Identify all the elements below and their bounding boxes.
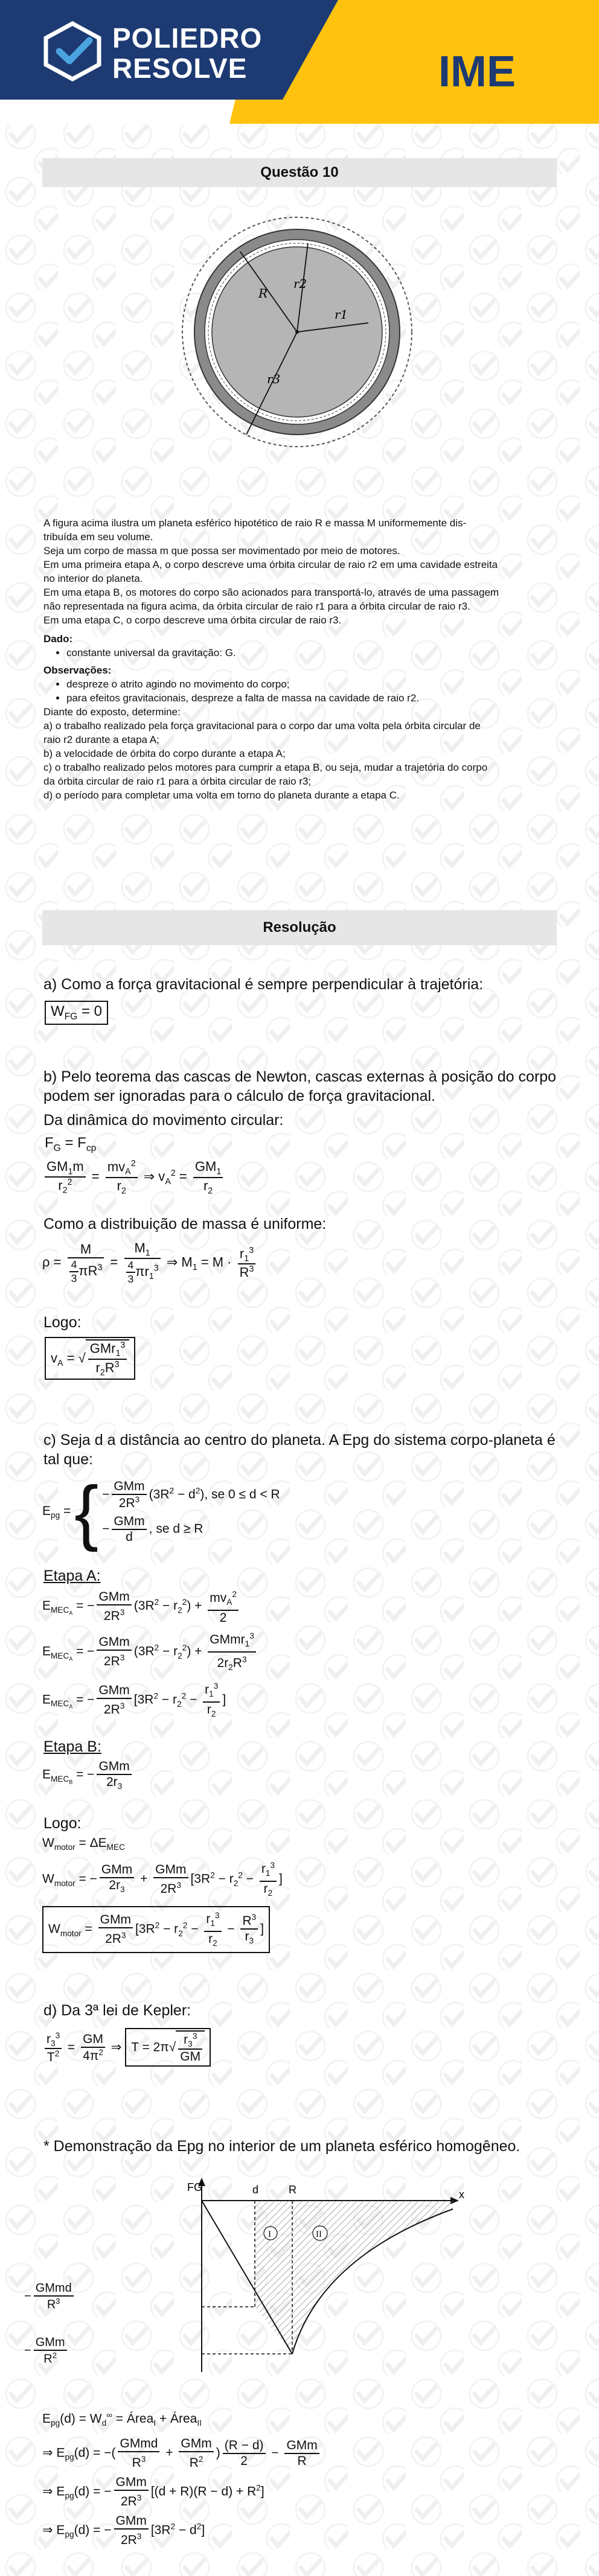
- logo-label-2: Logo:: [43, 1815, 82, 1832]
- statement-line: Seja um corpo de massa m que possa ser movimentado por meio de motores.: [43, 545, 400, 556]
- part-a-text: a) Como a força gravitacional é sempre perpendicular à trajetória:: [43, 976, 484, 993]
- brand-line-2: RESOLVE: [112, 53, 248, 84]
- region-II: II: [316, 2230, 322, 2239]
- item-line: a) o trabalho realizado pela força gravitacional para o corpo dar uma volta pela órbita circular de: [43, 720, 481, 732]
- obs-item: • despreze o atrito agindo no movimento do corpo;: [66, 677, 557, 691]
- question-statement: [43, 516, 557, 802]
- obs-label: Observações:: [43, 665, 112, 676]
- part-b-text-4: Como a distribuição de massa é uniforme:: [43, 1216, 327, 1232]
- label-r2: r2: [293, 276, 307, 291]
- case-2-condition: , se d ≥ R: [149, 1522, 203, 1536]
- label-d: d: [252, 2184, 259, 2196]
- label-r3: r3: [267, 372, 281, 386]
- ask-line: Diante do exposto, determine:: [43, 706, 181, 718]
- etapa-a-label: Etapa A:: [43, 1567, 101, 1584]
- question-title: Questão 10: [42, 158, 557, 187]
- page-header: [0, 0, 599, 124]
- demo-text: * Demonstração da Epg no interior de um planeta esférico homogêneo.: [43, 2138, 521, 2155]
- etapa-b-label: Etapa B:: [43, 1738, 101, 1755]
- axis-label-fg: FG: [187, 2181, 202, 2193]
- dado-item: • constante universal da gravitação: G.: [66, 646, 557, 660]
- eq-demo: $E_{pg}(d) = W_d^\infty$ = Área$_I$ + Área$_{II}$ ⇒ $E_{pg}(d)$ = −( $\frac{\text{GMmd}}{R^3}$ + $\frac{\text{GMm}}{R^2}$ ) $\frac{(R - d)}{2}$ − $\frac{\text{GMm}}{R}$ ⇒ $E_{pg}(d)$ = − $\frac{\text{GMm}}{2R^3}$ $[(d + R)(R - d) + R^2]$ ⇒ $E_{pg}(d)$ = − $\frac{\text{GMm}}{2R^3}$ $[3R^2 - d^2]$: [42, 2408, 322, 2548]
- check-logo-icon: [42, 21, 103, 81]
- part-b-text-3: Da dinâmica do movimento circular:: [43, 1112, 284, 1129]
- statement-line: Em uma primeira etapa A, o corpo descreve uma órbita circular de raio r2 em uma cavidade estreita: [43, 559, 498, 570]
- eq-fg-fcp: $F_G = F_{cp}$: [45, 1135, 97, 1153]
- resolution-title: Resolução: [42, 910, 557, 945]
- item-line: d) o período para completar uma volta em torno do planeta durante a etapa C.: [43, 789, 400, 801]
- part-b-text-1: b) Pelo teorema das cascas de Newton, cascas externas à posição do corpo: [43, 1068, 557, 1085]
- statement-line: Em uma etapa B, os motores do corpo são acionados para transportá-lo, através de uma passagem: [43, 587, 499, 598]
- obs-item: • para efeitos gravitacionais, despreze a falta de massa na cavidade de raio r2.: [66, 691, 557, 705]
- obs-list: [43, 677, 557, 705]
- part-c-text-2: tal que:: [43, 1451, 94, 1468]
- planet-figure: [181, 208, 423, 462]
- label-R-axis: R: [289, 2184, 296, 2196]
- part-b-text-2: podem ser ignoradas para o cálculo de força gravitacional.: [43, 1088, 435, 1105]
- statement-line: no interior do planeta.: [43, 573, 143, 584]
- brand-line-1: POLIEDRO: [112, 22, 263, 54]
- brand-name: [112, 23, 262, 83]
- eq-etapa-a: $E_{MEC_A}$ = − $\frac{\text{GMm}}{2R^3}$ $(3R^2 - r_2^2)$ + $\frac{mv_A^2}{2}$ $E_{MEC_A}$ = − $\frac{\text{GMm}}{2R^3}$ $(3R^2 - r_2^2)$ + $\frac{GMmr_1^3}{2r_2R^3}$ $E_{MEC_A}$ = − $\frac{\text{GMm}}{2R^3}$ [$3R^2 - r_2^2$ − $\frac{r_1^3}{r_2}$ ]: [42, 1587, 258, 1721]
- label-R: R: [258, 286, 268, 301]
- part-a-answer: $W_{FG} = 0$: [45, 1001, 108, 1025]
- part-b-answer: $v_A$ = √ $\frac{GMr_1^3}{r_2R^3}$: [45, 1337, 135, 1380]
- case-1-condition: , se 0 ≤ d < R: [204, 1487, 280, 1502]
- eq-etapa-b: $E_{MEC_B}$ = − $\frac{\text{GMm}}{2r_3}$: [42, 1759, 134, 1791]
- item-line: da órbita circular de raio r1 para a órbita circular de raio r3;: [43, 776, 312, 787]
- exam-name: IME: [438, 48, 516, 96]
- statement-line: tribuída em seu volume.: [43, 531, 153, 543]
- part-c-text-1: c) Seja d a distância ao centro do planeta. A Epg do sistema corpo-planeta é: [43, 1432, 556, 1449]
- logo-label-1: Logo:: [43, 1314, 82, 1331]
- item-line: b) a velocidade de órbita do corpo durante a etapa A;: [43, 748, 286, 759]
- dado-label: Dado:: [43, 633, 73, 645]
- dado-list: [43, 646, 557, 660]
- part-d-text: d) Da 3ª lei de Kepler:: [43, 2002, 191, 2019]
- eq-epg-piecewise: $E_{pg}$ = { − $\frac{\text{GMm}}{2R^3}$ $(3R^2 - d^2)$, se 0 ≤ d < R − $\frac{\text{GMm}}{d}$ , se d ≥ R: [42, 1471, 280, 1552]
- axis-label-x: x: [459, 2189, 464, 2201]
- graph-tick-gmmd: − $\frac{\text{GMmd}}{R^3}$: [24, 2281, 76, 2312]
- graph-tick-gmm: − $\frac{\text{GMm}}{R^2}$: [24, 2336, 69, 2367]
- statement-line: Em uma etapa C, o corpo descreve uma órbita circular de raio r3.: [43, 614, 342, 626]
- part-d-answer: $\frac{r_3^3}{T^2}$ = $\frac{GM}{4\pi^2}$ ⇒ T = 2π√ $\frac{r_3^3}{GM}$: [42, 2028, 211, 2067]
- statement-line: não representada na figura acima, da órbita circular de raio r1 para a órbita circular de raio r3.: [43, 601, 470, 612]
- item-line: c) o trabalho realizado pelos motores para cumprir a etapa B, ou seja, mudar a trajetória do corpo: [43, 762, 488, 773]
- statement-line: A figura acima ilustra um planeta esférico hipotético de raio R e massa M uniformemente dis-: [43, 517, 467, 529]
- force-graph: [139, 2173, 477, 2390]
- eq-velocity-derivation: $\frac{GM_1m}{r_2^2}$ = $\frac{mv_A^2}{r_2}$ ⇒ $v_A^2$ = $\frac{GM_1}{r_2}$: [42, 1159, 225, 1196]
- item-line: raio r2 durante a etapa A;: [43, 734, 159, 745]
- eq-density: ρ = M $\frac{4}{3}$ $\pi R^3$ = $M_1$ $\frac{4}{3}$ $\pi r_1^3$ ⇒ $M_1 = M$ · $\frac{r_1^3}{R^3}$: [42, 1240, 258, 1286]
- region-I: I: [268, 2230, 271, 2239]
- eq-work-motor: $W_{motor} = \Delta E_{MEC}$ $W_{motor}$ = − $\frac{\text{GMm}}{2r_3}$ + $\frac{\text{GMm}}{2R^3}$ [$3R^2 - r_2^2$ − $\frac{r_1^3}{r_2}$ ] $W_{motor}$ = $\frac{\text{GMm}}{2R^3}$ [$3R^2 - r_2^2$ − $\frac{r_1^3}{r_2}$ − $\frac{R^3}{r_3}$ ]: [42, 1836, 283, 1953]
- label-r1: r1: [335, 307, 348, 322]
